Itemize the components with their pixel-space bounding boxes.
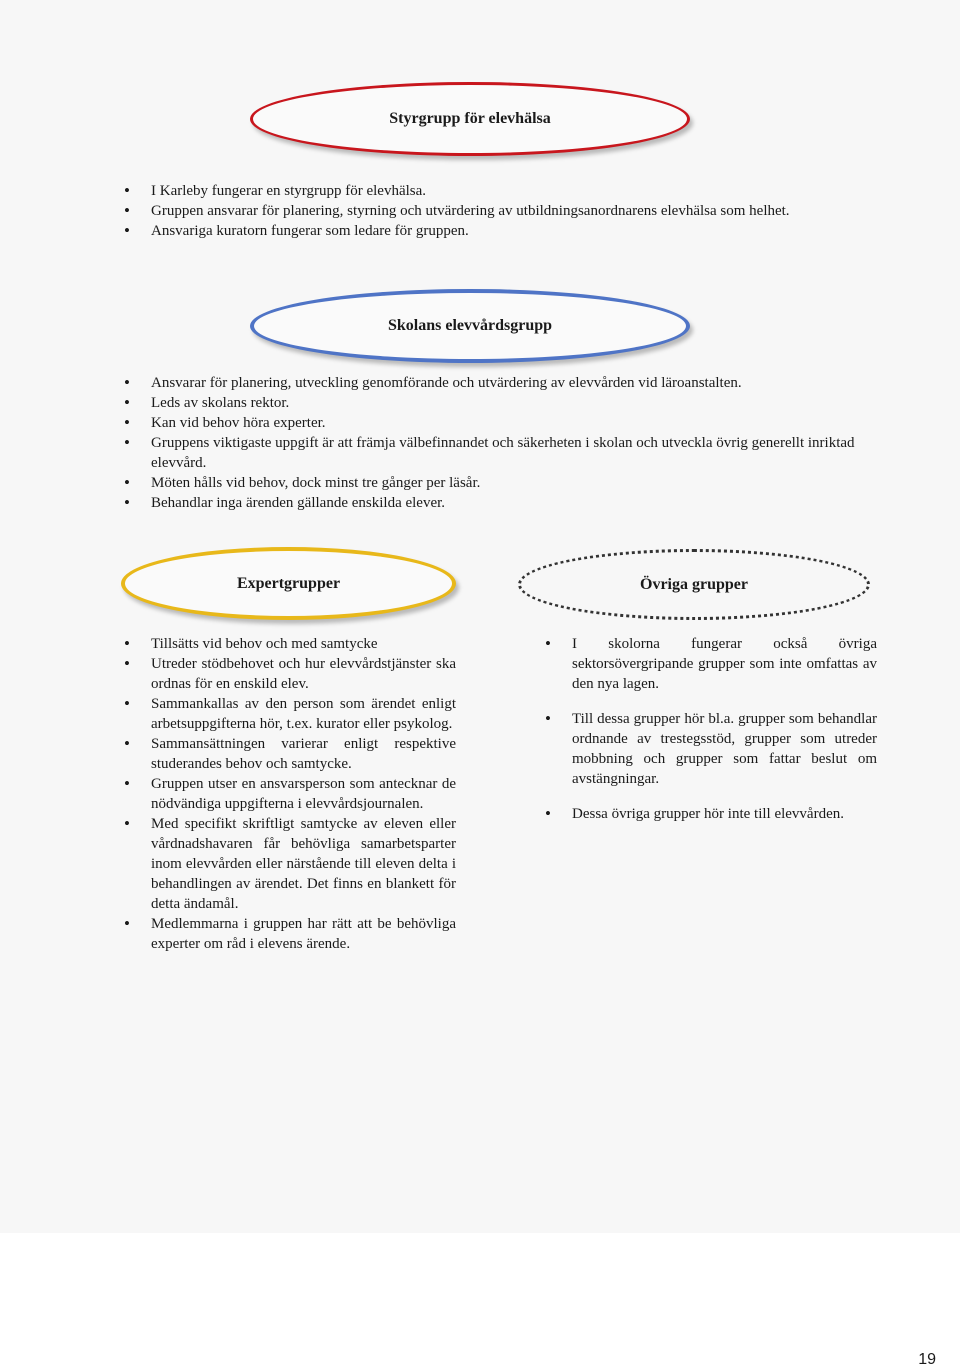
list-item: • Gruppens viktigaste uppgift är att främja välbefinnandet och säkerheten i skolan och utveckla övrig generellt inriktad elevvård. [122,433,882,473]
styrgrupp-list [122,181,880,241]
list-item: • I skolorna fungerar också övriga sektorsövergripande grupper som inte omfattas av den nya lagen. [543,634,877,694]
list-item: • Möten hålls vid behov, dock minst tre gånger per läsår. [122,473,882,493]
styrgrupp-heading-oval [250,82,690,156]
elevvardsgrupp-heading: Skolans elevvårdsgrupp [387,317,553,334]
list-item: • Dessa övriga grupper hör inte till elevvården. [543,804,877,824]
list-item: • Behandlar inga ärenden gällande enskilda elever. [122,493,882,513]
list-item: • I Karleby fungerar en styrgrupp för elevhälsa. [122,181,880,201]
expertgrupper-list [122,634,456,954]
list-item: • Utreder stödbehovet och hur elevvårdstjänster ska ordnas för en enskild elev. [122,654,456,694]
ovriga-heading-oval [518,549,870,620]
elevvardsgrupp-list [122,373,882,513]
list-item: • Leds av skolans rektor. [122,393,882,413]
page-number: 19 [918,1351,936,1368]
list-item: • Med specifikt skriftligt samtycke av eleven eller vårdnadshavaren får behövliga samarbetsparter inom elevvården eller närstående till eleven delta i behandlingen av ärendet. Det finns en blankett för detta ändamål. [122,814,456,914]
list-item: • Tillsätts vid behov och med samtycke [122,634,456,654]
ovriga-list [543,634,877,824]
list-item: • Sammansättningen varierar enligt respektive studerandes behov och samtycke. [122,734,456,774]
ovriga-heading: Övriga grupper [640,575,748,593]
list-item: • Gruppen ansvarar för planering, styrning och utvärdering av utbildningsanordnarens elevhälsa som helhet. [122,201,880,221]
elevvardsgrupp-heading-oval [250,289,690,363]
styrgrupp-heading: Styrgrupp för elevhälsa [389,110,551,127]
list-item: • Ansvariga kuratorn fungerar som ledare för gruppen. [122,221,880,241]
list-item: • Ansvarar för planering, utveckling genomförande och utvärdering av elevvården vid läroanstalten. [122,373,882,393]
list-item: • Kan vid behov höra experter. [122,413,882,433]
expertgrupper-heading-oval [121,547,456,620]
list-item: • Till dessa grupper hör bl.a. grupper som behandlar ordnande av trestegsstöd, grupper som utreder mobbning och grupper som fattar beslut om avstängningar. [543,709,877,789]
list-item: • Gruppen utser en ansvarsperson som antecknar de nödvändiga uppgifterna i elevvårdsjournalen. [122,774,456,814]
expertgrupper-heading: Expertgrupper [236,574,341,592]
list-item: • Medlemmarna i gruppen har rätt att be behövliga experter om råd i elevens ärende. [122,914,456,954]
list-item: • Sammankallas av den person som ärendet enligt arbetsuppgifterna hör, t.ex. kurator eller psykolog. [122,694,456,734]
